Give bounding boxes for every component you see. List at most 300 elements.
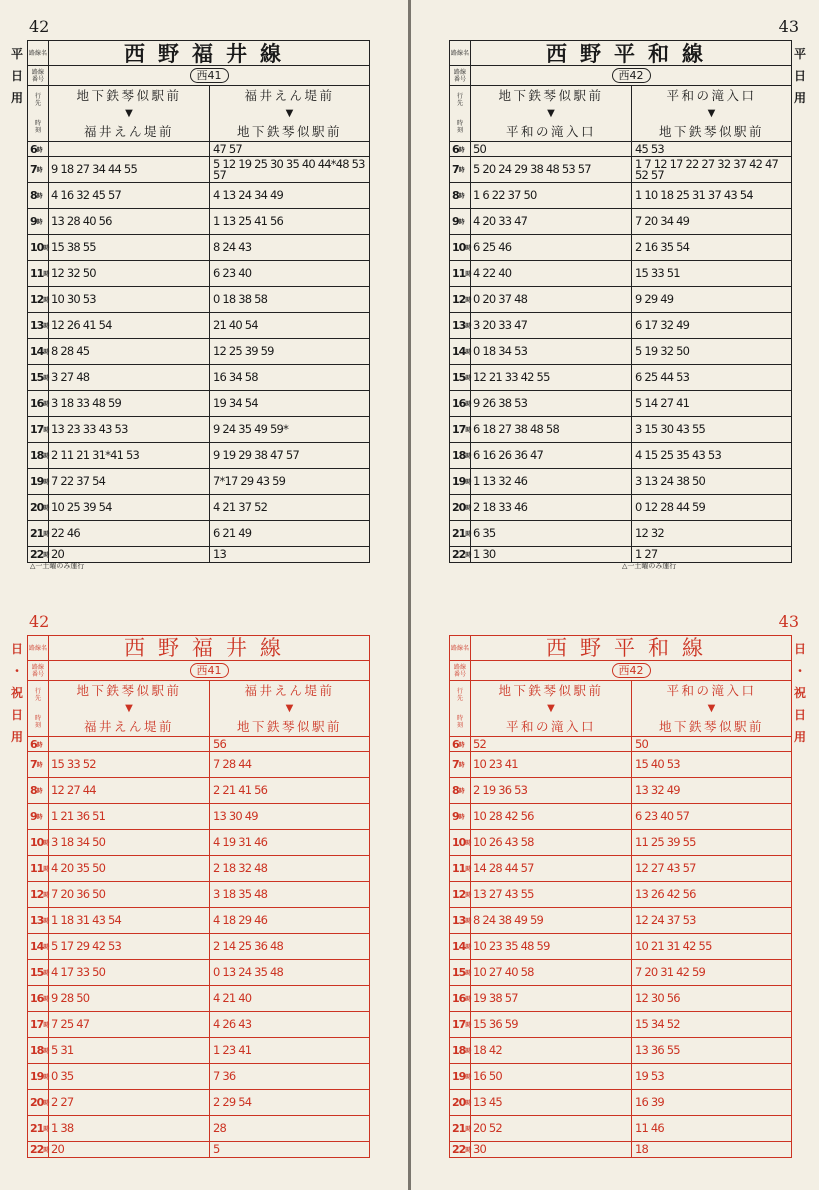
hour-row bbox=[450, 287, 791, 313]
departure-minutes-1: 6 16 26 36 47 bbox=[471, 443, 632, 468]
departure-minutes-1: 8 24 38 49 59 bbox=[471, 908, 632, 933]
destination-label-text: 先 bbox=[34, 99, 41, 107]
hour-row bbox=[450, 469, 791, 495]
down-arrow-icon: ▼ bbox=[285, 107, 294, 119]
hour-value: 13 bbox=[30, 914, 44, 927]
usage-label-char: 日 bbox=[10, 69, 23, 83]
hour-row bbox=[450, 1012, 791, 1038]
hour-cell bbox=[450, 183, 471, 208]
hour-cell bbox=[28, 209, 49, 234]
hour-value: 9 bbox=[30, 215, 37, 228]
destination-label-text: 行 bbox=[34, 92, 41, 100]
route-number-label-text: 番号 bbox=[31, 75, 44, 83]
route-number-row bbox=[450, 66, 791, 86]
departure-minutes-2: 15 33 51 bbox=[635, 266, 680, 280]
destination-label bbox=[450, 86, 471, 141]
destination-label-text: 先 bbox=[456, 694, 463, 702]
hour-row bbox=[450, 1038, 791, 1064]
hour-row bbox=[28, 391, 369, 417]
hour-row bbox=[28, 235, 369, 261]
departure-minutes-1: 4 20 33 47 bbox=[471, 209, 632, 234]
hour-cell bbox=[450, 960, 471, 985]
departure-minutes-1: 52 bbox=[471, 737, 632, 751]
departure-minutes-2: 15 34 52 bbox=[635, 1017, 680, 1031]
hour-value: 22 bbox=[452, 1143, 466, 1156]
hour-unit: 時 bbox=[465, 1126, 472, 1133]
departure-minutes-1: 50 bbox=[471, 142, 632, 156]
hour-unit: 時 bbox=[43, 918, 50, 925]
destination-column-1 bbox=[49, 681, 210, 736]
destination-label-text: 行 bbox=[456, 687, 463, 695]
departure-minutes-1: 6 35 bbox=[471, 521, 632, 546]
hour-cell bbox=[28, 1090, 49, 1115]
hour-cell bbox=[28, 157, 49, 182]
hour-row bbox=[28, 469, 369, 495]
departure-minutes-2: 6 23 40 57 bbox=[635, 809, 690, 823]
hour-row bbox=[450, 261, 791, 287]
departure-minutes-1: 20 52 bbox=[471, 1116, 632, 1141]
route-number-label-text: 路線 bbox=[31, 68, 44, 76]
timetable bbox=[449, 635, 792, 1158]
hour-cell bbox=[28, 469, 49, 494]
hour-cell bbox=[28, 183, 49, 208]
hour-value: 12 bbox=[30, 888, 44, 901]
departure-minutes-2: 5 19 32 50 bbox=[635, 344, 690, 358]
hour-unit: 時 bbox=[465, 505, 472, 512]
departure-minutes-1: 1 6 22 37 50 bbox=[471, 183, 632, 208]
hour-cell bbox=[450, 547, 471, 562]
hour-row bbox=[28, 547, 369, 562]
hour-value: 20 bbox=[30, 501, 44, 514]
hour-cell bbox=[450, 365, 471, 390]
hour-row bbox=[28, 934, 369, 960]
hour-label-text: 刻 bbox=[456, 722, 463, 730]
hour-unit: 時 bbox=[465, 297, 472, 304]
hour-cell bbox=[450, 469, 471, 494]
hour-cell bbox=[28, 752, 49, 777]
departure-minutes-2: 2 16 35 54 bbox=[635, 240, 690, 254]
departure-minutes-2: 13 30 49 bbox=[213, 809, 258, 823]
hour-row bbox=[450, 443, 791, 469]
origin-stop: 福井えん堤前 bbox=[244, 88, 335, 103]
hour-value: 14 bbox=[452, 940, 466, 953]
departure-minutes-1: 19 38 57 bbox=[471, 986, 632, 1011]
route-badge: 西42 bbox=[612, 68, 651, 83]
usage-label-char: 祝 bbox=[10, 686, 23, 700]
hour-label-text: 刻 bbox=[456, 127, 463, 135]
destination-column-2 bbox=[210, 86, 369, 141]
departure-minutes-1: 8 28 45 bbox=[49, 339, 210, 364]
route-number-label-text: 番号 bbox=[31, 670, 44, 678]
hour-value: 14 bbox=[30, 345, 44, 358]
departure-minutes-2: 56 bbox=[213, 737, 227, 751]
hour-unit: 時 bbox=[465, 840, 472, 847]
hour-cell bbox=[28, 339, 49, 364]
timetable bbox=[27, 635, 370, 1158]
hour-row bbox=[28, 752, 369, 778]
hour-unit: 時 bbox=[458, 814, 465, 821]
usage-label-char: 日 bbox=[793, 708, 806, 722]
route-number-row bbox=[28, 661, 369, 681]
destination-stop: 地下鉄琴似駅前 bbox=[236, 719, 342, 734]
departure-minutes-1: 18 42 bbox=[471, 1038, 632, 1063]
hour-row bbox=[28, 1064, 369, 1090]
hour-row bbox=[28, 313, 369, 339]
hour-cell bbox=[450, 391, 471, 416]
hour-row bbox=[28, 365, 369, 391]
hour-unit: 時 bbox=[458, 146, 465, 154]
usage-label-char: 日 bbox=[793, 69, 806, 83]
hour-row bbox=[450, 183, 791, 209]
hour-unit: 時 bbox=[43, 271, 50, 278]
hour-row bbox=[28, 804, 369, 830]
hour-unit: 時 bbox=[465, 1022, 472, 1029]
departure-minutes-2: 6 25 44 53 bbox=[635, 370, 690, 384]
hour-cell bbox=[28, 365, 49, 390]
hour-unit: 時 bbox=[36, 167, 43, 174]
departure-minutes-1: 13 45 bbox=[471, 1090, 632, 1115]
departure-minutes-2: 0 18 38 58 bbox=[213, 292, 268, 306]
departure-minutes-2: 7 36 bbox=[213, 1069, 236, 1083]
hour-cell bbox=[28, 287, 49, 312]
usage-label-char: 日 bbox=[793, 642, 806, 656]
hour-row bbox=[28, 778, 369, 804]
hour-unit: 時 bbox=[43, 401, 50, 408]
line-name-row bbox=[28, 41, 369, 66]
departure-minutes-2: 2 29 54 bbox=[213, 1095, 252, 1109]
hour-unit: 時 bbox=[43, 944, 50, 951]
departure-minutes-2: 0 13 24 35 48 bbox=[213, 965, 284, 979]
departure-minutes-2: 3 15 30 43 55 bbox=[635, 422, 706, 436]
destination-label-text: 行 bbox=[456, 92, 463, 100]
hour-row bbox=[28, 830, 369, 856]
hour-value: 21 bbox=[30, 1122, 44, 1135]
hour-value: 16 bbox=[30, 992, 44, 1005]
hour-row bbox=[28, 1142, 369, 1157]
hour-unit: 時 bbox=[43, 479, 50, 486]
hour-cell bbox=[450, 339, 471, 364]
hour-row bbox=[28, 495, 369, 521]
departure-minutes-2: 5 bbox=[213, 1142, 220, 1156]
hour-unit: 時 bbox=[465, 1100, 472, 1107]
hour-cell bbox=[450, 804, 471, 829]
departure-minutes-1: 12 26 41 54 bbox=[49, 313, 210, 338]
hour-value: 14 bbox=[30, 940, 44, 953]
departure-minutes-1: 1 13 32 46 bbox=[471, 469, 632, 494]
departure-minutes-1: 15 33 52 bbox=[49, 752, 210, 777]
departure-minutes-2: 8 24 43 bbox=[213, 240, 252, 254]
hour-row bbox=[450, 1142, 791, 1157]
hour-value: 17 bbox=[30, 1018, 44, 1031]
hour-row bbox=[450, 495, 791, 521]
hour-value: 17 bbox=[452, 1018, 466, 1031]
departure-minutes-1: 6 25 46 bbox=[471, 235, 632, 260]
departure-minutes-1: 13 28 40 56 bbox=[49, 209, 210, 234]
hour-value: 9 bbox=[30, 810, 37, 823]
departure-minutes-1: 10 25 39 54 bbox=[49, 495, 210, 520]
down-arrow-icon: ▼ bbox=[125, 702, 133, 714]
hour-unit: 時 bbox=[43, 245, 50, 252]
departure-minutes-1: 12 27 44 bbox=[49, 778, 210, 803]
hour-value: 8 bbox=[452, 784, 459, 797]
hour-unit: 時 bbox=[43, 970, 50, 977]
timetable bbox=[27, 40, 370, 563]
hour-label bbox=[35, 715, 41, 729]
hour-unit: 時 bbox=[465, 970, 472, 977]
hour-cell bbox=[450, 934, 471, 959]
hour-row bbox=[28, 183, 369, 209]
hour-row bbox=[450, 882, 791, 908]
hour-unit: 時 bbox=[36, 788, 43, 795]
hour-unit: 時 bbox=[465, 245, 472, 252]
line-name: 西野福井線 bbox=[124, 41, 294, 66]
departure-minutes-1: 16 50 bbox=[471, 1064, 632, 1089]
hour-row bbox=[450, 313, 791, 339]
route-number-label bbox=[450, 661, 471, 680]
down-arrow-icon: ▼ bbox=[547, 702, 555, 714]
departure-minutes-1: 2 18 33 46 bbox=[471, 495, 632, 520]
departure-minutes-1: 2 27 bbox=[49, 1090, 210, 1115]
hour-cell bbox=[28, 313, 49, 338]
hour-cell bbox=[450, 1090, 471, 1115]
departure-minutes-1: 3 27 48 bbox=[49, 365, 210, 390]
hour-unit: 時 bbox=[458, 219, 465, 226]
down-arrow-icon: ▼ bbox=[707, 702, 716, 714]
hour-cell bbox=[450, 287, 471, 312]
page-number: 42 bbox=[29, 17, 50, 36]
hour-value: 14 bbox=[452, 345, 466, 358]
departure-minutes-1: 15 36 59 bbox=[471, 1012, 632, 1037]
origin-stop: 地下鉄琴似駅前 bbox=[76, 683, 182, 698]
destination-column-2 bbox=[632, 86, 791, 141]
hour-value: 6 bbox=[30, 142, 37, 156]
line-name-row bbox=[450, 41, 791, 66]
down-arrow-icon: ▼ bbox=[285, 702, 294, 714]
hour-cell bbox=[28, 908, 49, 933]
hour-label-text: 時 bbox=[34, 715, 41, 723]
hour-value: 21 bbox=[452, 527, 466, 540]
departure-minutes-1: 3 20 33 47 bbox=[471, 313, 632, 338]
departure-minutes-1: 13 23 33 43 53 bbox=[49, 417, 210, 442]
hour-unit: 時 bbox=[43, 453, 50, 460]
origin-stop: 福井えん堤前 bbox=[244, 683, 335, 698]
departure-minutes-1: 10 30 53 bbox=[49, 287, 210, 312]
departure-minutes-1: 12 21 33 42 55 bbox=[471, 365, 632, 390]
departure-minutes-1: 10 23 41 bbox=[471, 752, 632, 777]
hour-row bbox=[450, 1090, 791, 1116]
origin-stop: 地下鉄琴似駅前 bbox=[498, 88, 604, 103]
hour-row bbox=[450, 908, 791, 934]
destination-stop: 平和の滝入口 bbox=[505, 719, 596, 734]
hour-row bbox=[450, 752, 791, 778]
down-arrow-icon: ▼ bbox=[125, 107, 133, 119]
hour-cell bbox=[28, 443, 49, 468]
hour-value: 12 bbox=[30, 293, 44, 306]
usage-label bbox=[793, 638, 807, 748]
holiday-page-43 bbox=[411, 595, 819, 1190]
hour-value: 17 bbox=[30, 423, 44, 436]
hour-cell bbox=[28, 1038, 49, 1063]
departure-minutes-2: 3 13 24 38 50 bbox=[635, 474, 706, 488]
hour-unit: 時 bbox=[43, 505, 50, 512]
hour-unit: 時 bbox=[43, 1100, 50, 1107]
origin-stop: 地下鉄琴似駅前 bbox=[76, 88, 182, 103]
hour-unit: 時 bbox=[465, 427, 472, 434]
usage-label-char: 祝 bbox=[793, 686, 806, 700]
hour-cell bbox=[450, 142, 471, 156]
usage-label-char: 日 bbox=[10, 642, 23, 656]
hour-value: 19 bbox=[30, 1070, 44, 1083]
destination-label bbox=[28, 86, 49, 141]
hour-unit: 時 bbox=[36, 814, 43, 821]
hour-value: 22 bbox=[30, 548, 44, 561]
departure-minutes-2: 3 18 35 48 bbox=[213, 887, 268, 901]
hour-unit: 時 bbox=[43, 375, 50, 382]
hour-cell bbox=[450, 495, 471, 520]
hour-value: 15 bbox=[30, 371, 44, 384]
hour-unit: 時 bbox=[465, 479, 472, 486]
hour-unit: 時 bbox=[43, 892, 50, 899]
departure-minutes-2: 10 21 31 42 55 bbox=[635, 939, 712, 953]
hour-cell bbox=[28, 495, 49, 520]
destination-label-top bbox=[457, 688, 463, 702]
hour-unit: 時 bbox=[465, 866, 472, 873]
departure-minutes-1: 3 18 34 50 bbox=[49, 830, 210, 855]
hour-value: 7 bbox=[452, 163, 459, 176]
hour-cell bbox=[450, 235, 471, 260]
hour-value: 10 bbox=[452, 836, 466, 849]
departure-minutes-2: 9 29 49 bbox=[635, 292, 674, 306]
hour-value: 13 bbox=[30, 319, 44, 332]
route-number-label-text: 路線 bbox=[453, 663, 466, 671]
hour-row bbox=[28, 142, 369, 157]
origin-stop: 平和の滝入口 bbox=[666, 683, 757, 698]
route-badge: 西41 bbox=[190, 68, 229, 83]
hour-cell bbox=[28, 417, 49, 442]
hour-unit: 時 bbox=[465, 453, 472, 460]
hour-row bbox=[450, 339, 791, 365]
route-number-cell bbox=[471, 66, 791, 85]
destination-header bbox=[450, 86, 791, 142]
departure-minutes-2: 7 20 31 42 59 bbox=[635, 965, 706, 979]
hour-value: 17 bbox=[452, 423, 466, 436]
hour-row bbox=[450, 804, 791, 830]
departure-minutes-1: 7 20 36 50 bbox=[49, 882, 210, 907]
destination-header bbox=[28, 681, 369, 737]
route-number-cell bbox=[49, 661, 369, 680]
departure-minutes-1: 0 35 bbox=[49, 1064, 210, 1089]
hour-row bbox=[450, 417, 791, 443]
hour-row bbox=[28, 960, 369, 986]
hour-row bbox=[450, 1116, 791, 1142]
destination-label-text: 行 bbox=[34, 687, 41, 695]
hour-cell bbox=[28, 1142, 49, 1157]
hour-row bbox=[28, 908, 369, 934]
hour-cell bbox=[450, 443, 471, 468]
hour-cell bbox=[450, 1038, 471, 1063]
holiday-timetable-spread bbox=[0, 595, 819, 1190]
departure-minutes-2: 11 46 bbox=[635, 1121, 664, 1135]
hour-cell bbox=[450, 986, 471, 1011]
hour-cell bbox=[28, 261, 49, 286]
departure-minutes-1: 22 46 bbox=[49, 521, 210, 546]
hour-row bbox=[28, 443, 369, 469]
hour-unit: 時 bbox=[465, 944, 472, 951]
departure-minutes-1: 10 28 42 56 bbox=[471, 804, 632, 829]
hour-unit: 時 bbox=[465, 323, 472, 330]
hour-label bbox=[457, 120, 463, 134]
hour-unit: 時 bbox=[465, 1074, 472, 1081]
hour-value: 7 bbox=[452, 758, 459, 771]
destination-column-1 bbox=[49, 86, 210, 141]
hour-cell bbox=[28, 1064, 49, 1089]
hour-row bbox=[450, 157, 791, 183]
departure-minutes-1: 30 bbox=[471, 1142, 632, 1157]
departure-minutes-2: 6 21 49 bbox=[213, 526, 252, 540]
hour-cell bbox=[450, 521, 471, 546]
departure-minutes-2: 47 57 bbox=[213, 142, 242, 156]
hour-row bbox=[28, 261, 369, 287]
departure-minutes-1: 9 28 50 bbox=[49, 986, 210, 1011]
departure-minutes-1: 12 32 50 bbox=[49, 261, 210, 286]
destination-label-top bbox=[457, 93, 463, 107]
hour-unit: 時 bbox=[43, 531, 50, 538]
route-number-row bbox=[28, 66, 369, 86]
hour-row bbox=[28, 521, 369, 547]
hour-cell bbox=[28, 737, 49, 751]
hour-value: 11 bbox=[452, 862, 466, 875]
route-number-label bbox=[450, 66, 471, 85]
departure-minutes-2: 7*17 29 43 59 bbox=[213, 474, 286, 488]
hour-value: 19 bbox=[30, 475, 44, 488]
route-number-row bbox=[450, 661, 791, 681]
departure-minutes-1 bbox=[49, 142, 210, 156]
departure-minutes-2: 18 bbox=[635, 1142, 649, 1156]
departure-minutes-2: 0 12 28 44 59 bbox=[635, 500, 706, 514]
hour-value: 16 bbox=[452, 992, 466, 1005]
hour-value: 8 bbox=[30, 784, 37, 797]
hour-unit: 時 bbox=[465, 1147, 472, 1154]
usage-label bbox=[10, 43, 24, 109]
hour-value: 10 bbox=[452, 241, 466, 254]
hour-cell bbox=[28, 804, 49, 829]
destination-label-text: 先 bbox=[34, 694, 41, 702]
hour-cell bbox=[28, 1116, 49, 1141]
hour-unit: 時 bbox=[465, 375, 472, 382]
hour-row bbox=[28, 209, 369, 235]
departure-minutes-2: 12 32 bbox=[635, 526, 664, 540]
destination-label bbox=[28, 681, 49, 736]
hour-row bbox=[450, 1064, 791, 1090]
hour-unit: 時 bbox=[465, 401, 472, 408]
hour-cell bbox=[450, 1142, 471, 1157]
hour-value: 12 bbox=[452, 888, 466, 901]
route-badge: 西42 bbox=[612, 663, 651, 678]
down-arrow-icon: ▼ bbox=[547, 107, 555, 119]
departure-minutes-2: 13 26 42 56 bbox=[635, 887, 696, 901]
weekday-page-42 bbox=[0, 0, 408, 595]
destination-stop: 地下鉄琴似駅前 bbox=[236, 124, 342, 139]
hour-label-text: 時 bbox=[456, 120, 463, 128]
hour-unit: 時 bbox=[458, 762, 465, 769]
departure-minutes-1: 0 20 37 48 bbox=[471, 287, 632, 312]
hour-cell bbox=[450, 778, 471, 803]
line-name-row bbox=[28, 636, 369, 661]
hour-unit: 時 bbox=[43, 1022, 50, 1029]
hour-cell bbox=[450, 737, 471, 751]
departure-minutes-1: 5 17 29 42 53 bbox=[49, 934, 210, 959]
hour-value: 6 bbox=[30, 737, 37, 751]
